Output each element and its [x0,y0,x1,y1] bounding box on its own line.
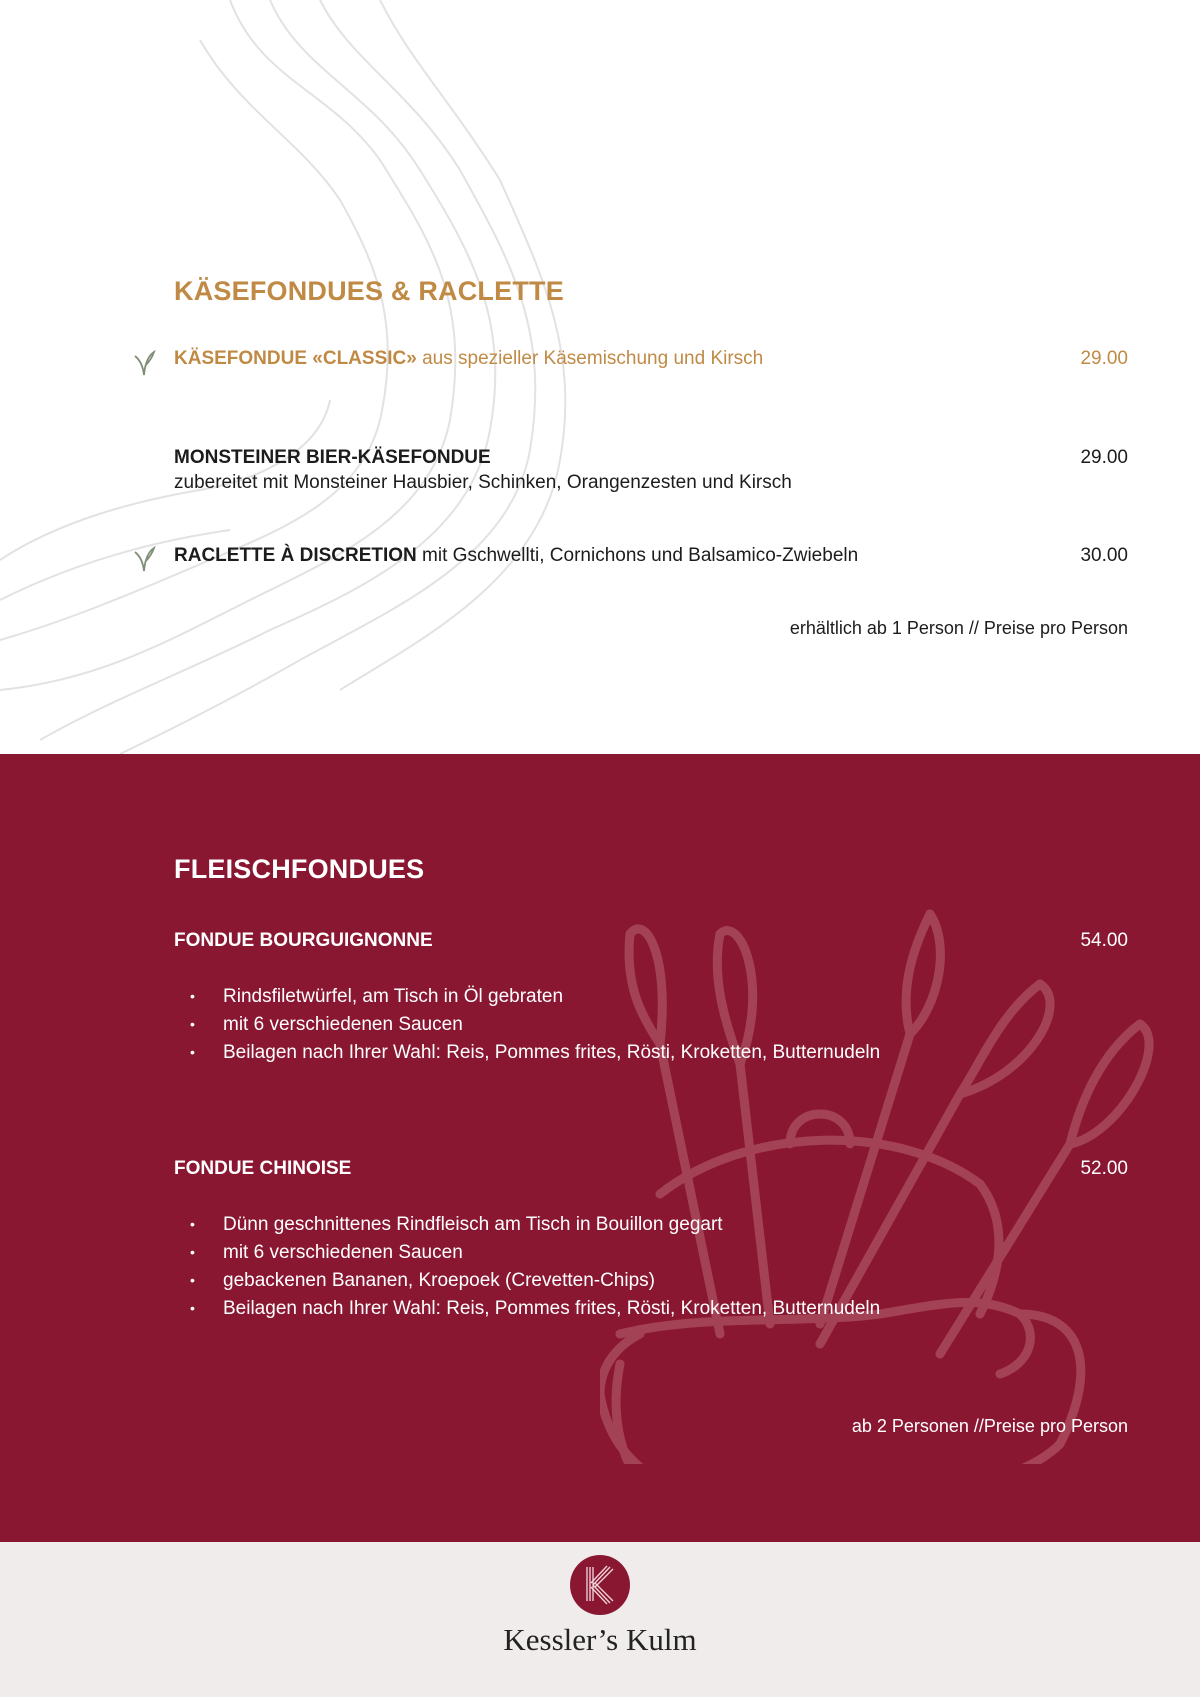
bullet-text: Beilagen nach Ihrer Wahl: Reis, Pommes frites, Rösti, Kroketten, Butternudeln [223,1298,881,1319]
section-title-meat: FLEISCHFONDUES [174,854,425,884]
bullet: • [190,1272,195,1288]
bullet: • [190,988,195,1004]
item-description: mit Gschwellti, Cornichons und Balsamico-Zwiebeln [416,545,859,566]
bullet-text: gebackenen Bananen, Kroepoek (Crevetten-Chips) [223,1270,655,1291]
bullet: • [190,1044,195,1060]
bullet-text: Rindsfiletwürfel, am Tisch in Öl gebraten [223,986,564,1007]
menu-item-bier-kaesefondue [174,447,491,469]
item-description: zubereitet mit Monsteiner Hausbier, Schinken, Orangenzesten und Kirsch [174,472,792,493]
brand-name: Kessler’s Kulm [503,1622,697,1657]
item-price: 54.00 [1080,930,1128,951]
item-name: KÄSEFONDUE «CLASSIC» [174,348,417,369]
footer [0,1542,1200,1697]
item-description: aus spezieller Käsemischung und Kirsch [416,348,764,369]
item-price: 29.00 [1080,447,1128,468]
bullet-text: mit 6 verschiedenen Saucen [223,1014,463,1035]
item-name: MONSTEINER BIER-KÄSEFONDUE [174,447,491,468]
menu-item-raclette [174,545,858,567]
meat-section [0,754,1200,1542]
menu-item-kaesefondue-classic [174,348,763,370]
bullet: • [190,1300,195,1316]
bullet: • [190,1244,195,1260]
vegetarian-leaf-icon [134,350,156,376]
bullet-text: Dünn geschnittenes Rindfleisch am Tisch in Bouillon gegart [223,1214,723,1235]
bullet: • [190,1216,195,1232]
item-price: 52.00 [1080,1158,1128,1179]
cheese-note: erhältlich ab 1 Person // Preise pro Person [789,618,1128,638]
meat-note: ab 2 Personen //Preise pro Person [851,1416,1128,1436]
bullet-text: mit 6 verschiedenen Saucen [223,1242,463,1263]
item-price: 29.00 [1080,348,1128,369]
brand-logo [570,1555,630,1615]
cheese-section [0,0,1200,754]
bullet: • [190,1016,195,1032]
menu-item-chinoise: FONDUE CHINOISE [174,1158,352,1179]
contour-lines-decoration [0,0,620,754]
menu-item-bourguignonne: FONDUE BOURGUIGNONNE [174,930,433,951]
section-title-cheese: KÄSEFONDUES & RACLETTE [174,276,564,306]
item-price: 30.00 [1080,545,1128,566]
item-name: RACLETTE À DISCRETION [174,545,417,566]
vegetarian-leaf-icon [134,546,156,572]
bullet-text: Beilagen nach Ihrer Wahl: Reis, Pommes frites, Rösti, Kroketten, Butternudeln [223,1042,881,1063]
